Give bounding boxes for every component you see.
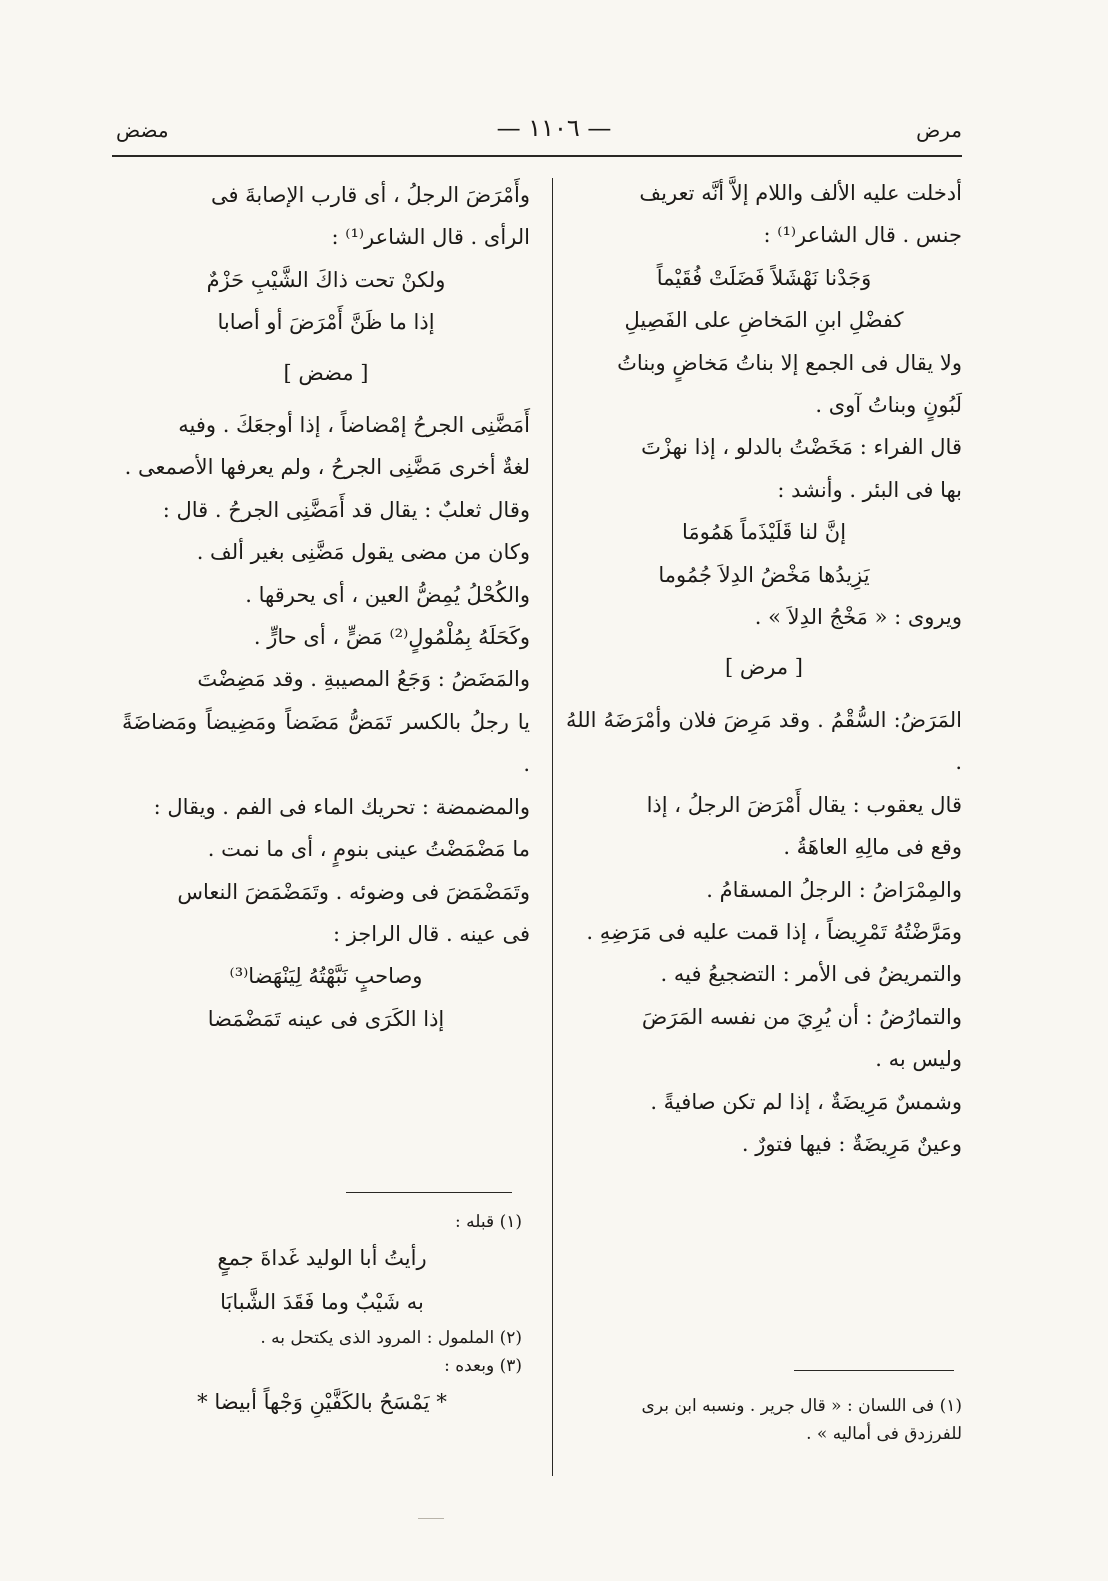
text-line: ولا يقال فى الجمع إلا بناتُ مَخاضٍ وبناتُ [617, 350, 962, 375]
text-line: لَبُونٍ وبناتُ آوى . [815, 393, 962, 418]
footnote-verse: رأيتُ أبا الوليد غَداةَ جمعٍ [217, 1246, 427, 1270]
footnote-line: (٢) الملمول : المرود الذى يكتحل به . [260, 1328, 522, 1348]
left-column [122, 174, 530, 1040]
text-line: لغةٌ أخرى مَضَّنِى الجرحُ ، ولم يعرفها الأصمعى . [124, 455, 530, 480]
text-line: وليس به . [875, 1047, 962, 1072]
text-line: المَرَضُ: السُّقْمُ . وقد مَرِضَ فلان وأمْرَضَهُ اللهُ . [566, 707, 962, 775]
text-line: جنس . قال الشاعر⁽¹⁾ : [763, 223, 962, 248]
text-line: وكان من مضى يقول مَضَّنِى بغير ألف . [196, 540, 530, 565]
right-footnotes [566, 1392, 962, 1448]
right-column [566, 172, 962, 1165]
text-line: والمضمضة : تحريك الماء فى الفم . ويقال : [153, 794, 530, 819]
verse-line: إنَّ لنا قَلَيْذَماً هَمُومَا [681, 520, 847, 545]
verse-line: يَزِيدُها مَخْضُ الدِلاَ جُمُوما [658, 562, 870, 587]
text-line: الرأى . قال الشاعر⁽¹⁾ : [331, 225, 530, 250]
text-line: والكُحْلُ يُمِضُّ العين ، أى يحرقها . [245, 582, 530, 607]
text-line: أَمَضَّنِى الجرحُ إمْضاضاً ، إذا أوجعَكَ . وفيه [178, 413, 530, 438]
text-line: والمَضَضُ : وَجَعُ المصيبةِ . وقد مَضِضْتَ [197, 667, 530, 692]
text-line: والمِمْرَاضُ : الرجلُ المسقامُ . [706, 877, 962, 902]
header-right-headword: مرض [916, 118, 962, 142]
text-line: أدخلت عليه الألف واللام إلاَّ أنَّه تعريف [639, 181, 962, 205]
left-footnotes [122, 1208, 522, 1424]
section-title-madad: [ مضض ] [283, 360, 369, 385]
section-title-marad: [ مرض ] [725, 655, 803, 680]
verse-line: ولكنْ تحت ذاكَ الشَّيْبِ حَزْمٌ [206, 267, 446, 292]
text-line: ومَرَّضْتُهُ تَمْرِيضاً ، إذا قمت عليه فى مَرَضِهِ . [586, 919, 962, 944]
footnote-line: (١) فى اللسان : « قال جرير . ونسبه ابن برى [641, 1396, 962, 1416]
footnote-verse: به شَيْبٌ وما فَقَدَ الشَّبابَا [220, 1290, 424, 1314]
verse-line: إذا الكَرَى فى عينه تَمَضْمَضا [207, 1006, 445, 1031]
header-left-headword: مضض [116, 118, 169, 142]
text-line: وكَحَلَهُ بِمُلْمُولٍ⁽²⁾ مَضٍّ ، أى حارٍّ . [253, 625, 530, 650]
footnote-line: (٣) وبعده : [444, 1356, 522, 1376]
page-number: — ١١٠٦ — [496, 114, 612, 142]
text-line: فى عينه . قال الراجز : [332, 921, 530, 946]
footnote-line: (١) قبله : [455, 1212, 522, 1232]
text-line: والتمارُضُ : أن يُرِيَ من نفسه المَرَضَ [641, 1004, 962, 1029]
text-line: وشمسٌ مَرِيضَةٌ ، إذا لم تكن صافيةً . [650, 1089, 962, 1114]
text-line: وتَمَضْمَضَ فى وضوئه . وتَمَضْمَضَ النعاس [177, 879, 530, 904]
text-line: وأَمْرَضَ الرجلُ ، أى قارب الإصابةَ فى [210, 183, 530, 207]
right-footnote-rule [794, 1370, 954, 1371]
verse-line: إذا ما ظَنَّ أَمْرَضَ أو أصابا [217, 310, 435, 335]
text-line: يا رجلُ بالكسر تَمَضُّ مَضَضاً ومَضِيضاً ومَضاضَةً . [122, 709, 530, 777]
text-line: وقال ثعلبٌ : يقال قد أَمَضَّنِى الجرحُ . قال : [162, 497, 530, 522]
header-rule [112, 155, 962, 157]
column-divider [552, 178, 553, 1476]
scan-smudge [418, 1518, 444, 1519]
text-line: بها فى البئر . وأنشد : [777, 477, 962, 502]
text-line: قال يعقوب : يقال أَمْرَضَ الرجلُ ، إذا [646, 792, 962, 817]
text-line: والتمريضُ فى الأمر : التضجيعُ فيه . [660, 962, 962, 987]
footnote-line: للفرزدق فى أماليه » . [806, 1424, 962, 1444]
text-line: ويروى : « مَخْجُ الدِلاَ » . [754, 605, 962, 630]
text-line: وعينٌ مَرِيضَةٌ : فيها فتورٌ . [741, 1131, 962, 1156]
verse-line: كفضْلِ ابنِ المَخاضِ على الفَصِيلِ [624, 308, 904, 333]
text-line: وقع فى مالِهِ العاهَةُ . [783, 835, 962, 860]
left-footnote-rule [346, 1192, 512, 1193]
verse-line: وصاحبٍ نَبَّهْتُهُ لِيَنْهَضا⁽³⁾ [229, 964, 423, 989]
text-line: قال الفراء : مَخَضْتُ بالدلو ، إذا نهزْتَ [641, 435, 962, 460]
text-line: ما مَضْمَضْتُ عينى بنومٍ ، أى ما نمت . [207, 837, 530, 862]
footnote-verse: * يَمْسَحُ بالكَفَّيْنِ وَجْهاً أبيضا * [197, 1390, 447, 1414]
verse-line: وَجَدْنا نَهْشَلاً فَضَلَتْ فُقَيْماً [656, 265, 872, 290]
